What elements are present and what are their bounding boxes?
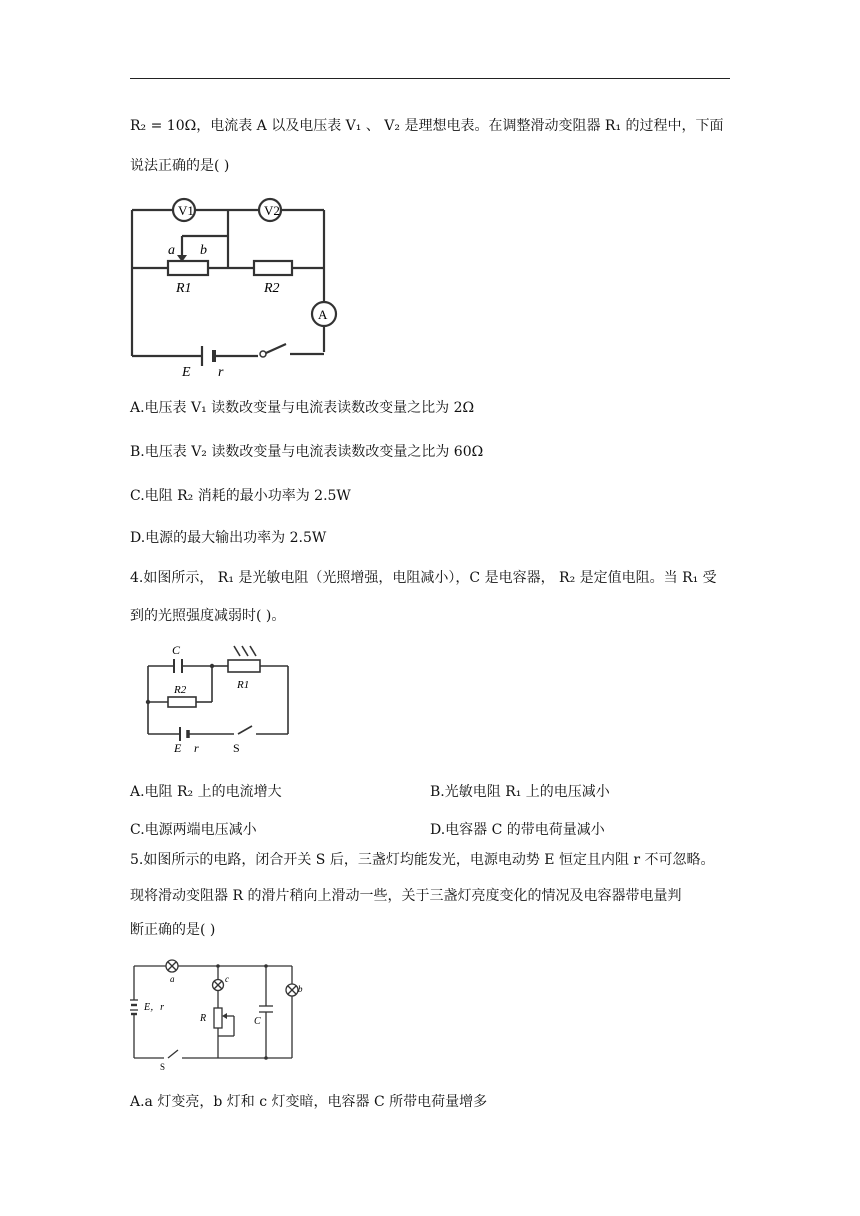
- q5-fig-label-r: R: [200, 1013, 207, 1024]
- q4-fig-label-e: E: [174, 741, 182, 755]
- q3-fig-label-r: r: [218, 365, 224, 380]
- q3-fig-label-e: E: [182, 365, 191, 380]
- q5-fig-label-a: a: [170, 974, 175, 984]
- header-rule: [130, 78, 730, 79]
- q4-stem-line-2: 到的光照强度减弱时( )。: [130, 608, 286, 624]
- q3-option-c: C.电阻 R₂ 消耗的最小功率为 2.5W: [130, 488, 351, 504]
- q4-fig-label-r1: R1: [237, 679, 250, 691]
- q4-option-b: B.光敏电阻 R₁ 上的电压减小: [430, 784, 610, 800]
- q5-stem-line-2: 现将滑动变阻器 R 的滑片稍向上滑动一些，关于三盏灯亮度变化的情况及电容器带电量判: [130, 888, 682, 904]
- q3-fig-label-b: b: [200, 243, 207, 258]
- q3-stem-line-1: R₂ = 10Ω，电流表 A 以及电压表 V₁ 、 V₂ 是理想电表。在调整滑动变阻器 R₁ 的过程中，下面: [130, 118, 724, 134]
- q3-fig-label-v2: V2: [264, 203, 280, 218]
- q4-fig-label-s: S: [233, 741, 240, 755]
- q3-option-d: D.电源的最大输出功率为 2.5W: [130, 530, 327, 546]
- q5-fig-label-cap: C: [254, 1016, 261, 1027]
- q3-option-a: A.电压表 V₁ 读数改变量与电流表读数改变量之比为 2Ω: [130, 400, 475, 416]
- q3-fig-label-ammeter: A: [318, 307, 328, 322]
- q5-fig-label-s: S: [160, 1062, 166, 1072]
- q3-fig-label-v1: V1: [178, 203, 194, 218]
- q4-option-d: D.电容器 C 的带电荷量减小: [430, 822, 605, 838]
- q5-stem-line-1: 5.如图所示的电路，闭合开关 S 后，三盏灯均能发光，电源电动势 E 恒定且内阻 r 不可忽略。: [130, 852, 715, 868]
- q3-fig-label-r1: R1: [176, 281, 192, 296]
- q3-stem-line-2: 说法正确的是( ): [130, 158, 230, 174]
- q4-stem-line-1: 4.如图所示， R₁ 是光敏电阻（光照增强，电阻减小），C 是电容器， R₂ 是定值电阻。当 R₁ 受: [130, 570, 717, 586]
- q3-circuit-figure: [130, 198, 330, 378]
- q4-fig-label-r: r: [194, 741, 199, 755]
- q5-stem-line-3: 断正确的是( ): [130, 922, 216, 938]
- q5-fig-label-e: E，r: [144, 1002, 164, 1013]
- q4-option-a: A.电阻 R₂ 上的电流增大: [130, 784, 282, 800]
- q4-fig-label-c: C: [172, 643, 181, 657]
- q5-fig-label-b: b: [298, 984, 303, 994]
- q3-fig-label-a: a: [168, 243, 175, 258]
- q4-option-c: C.电源两端电压减小: [130, 822, 257, 838]
- q3-fig-label-r2: R2: [264, 281, 280, 296]
- q5-option-a: A.a 灯变亮，b 灯和 c 灯变暗，电容器 C 所带电荷量增多: [130, 1094, 488, 1110]
- q4-circuit-figure: [140, 642, 300, 760]
- q5-fig-label-c: c: [225, 974, 229, 984]
- q4-fig-label-r2: R2: [174, 684, 187, 696]
- q5-circuit-figure: [130, 958, 303, 1072]
- q3-option-b: B.电压表 V₂ 读数改变量与电流表读数改变量之比为 60Ω: [130, 444, 484, 460]
